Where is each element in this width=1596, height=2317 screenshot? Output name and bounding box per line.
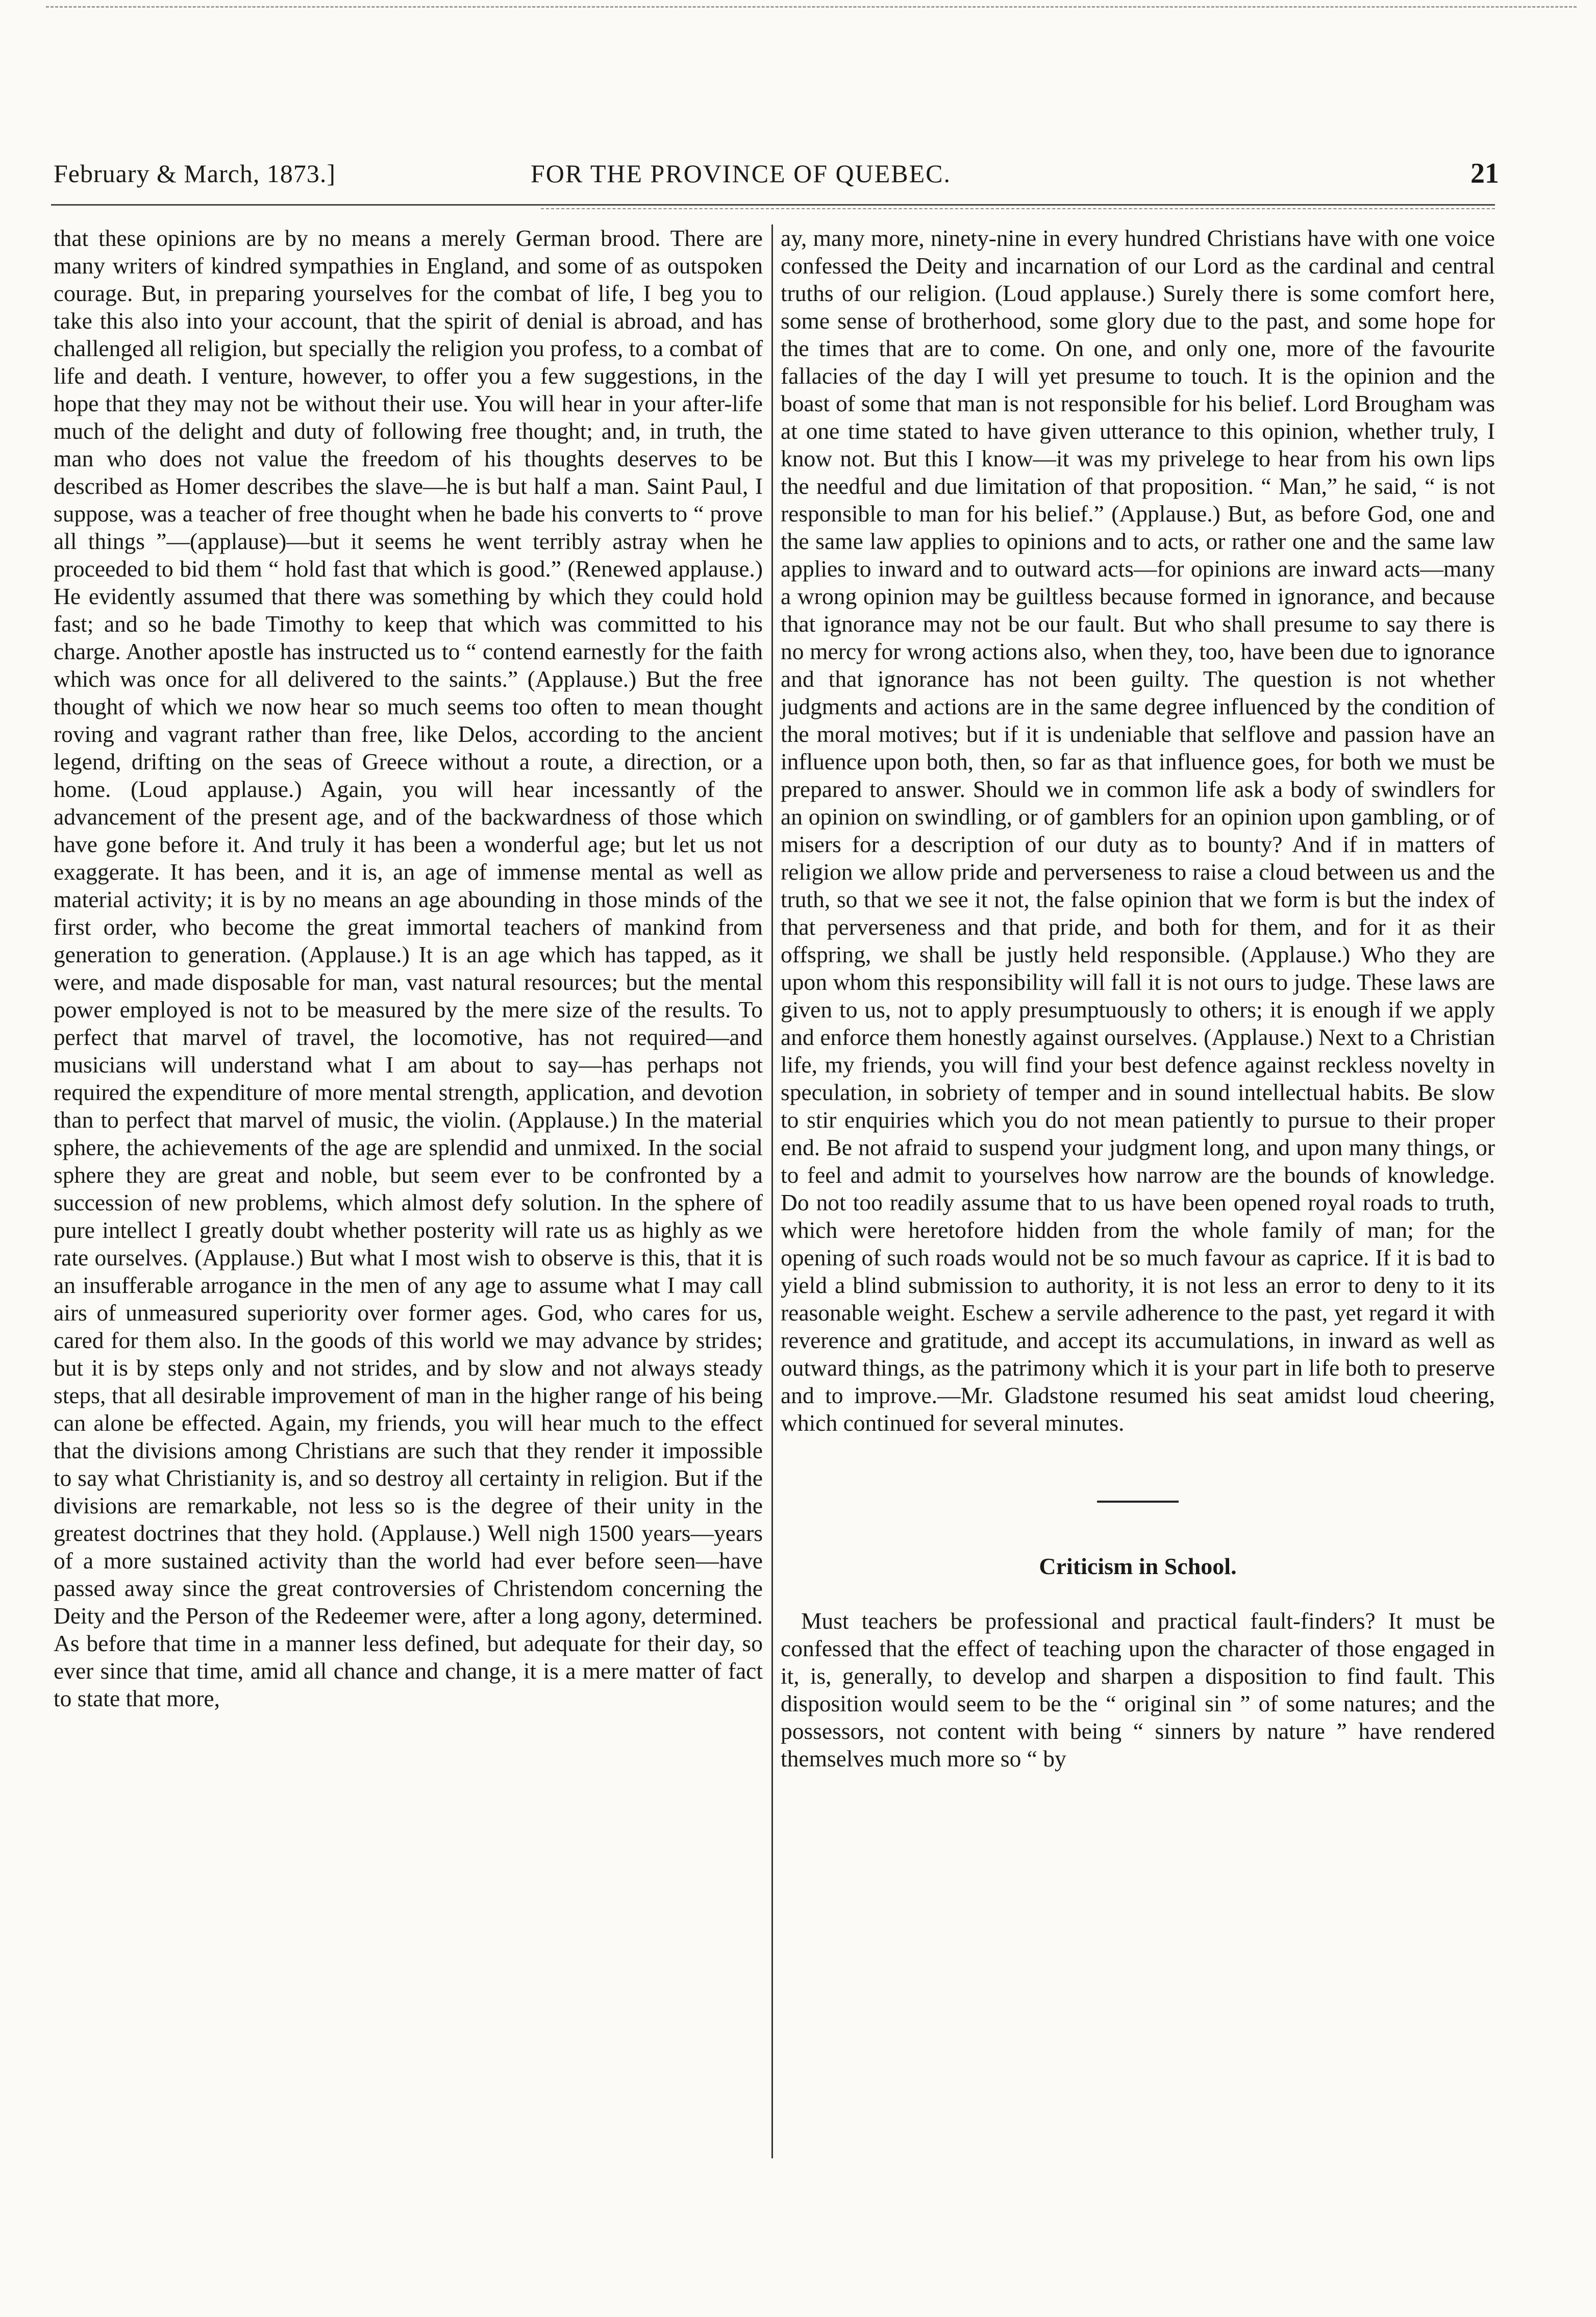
page-header — [0, 153, 1596, 194]
header-dashed-rule — [541, 208, 1495, 209]
column-divider — [771, 225, 773, 2158]
header-rule — [51, 204, 1495, 206]
top-dashed-rule — [46, 6, 1577, 8]
header-title: FOR THE PROVINCE OF QUEBEC. — [531, 159, 951, 188]
section-divider — [1097, 1501, 1179, 1503]
right-column-text: ay, many more, ninety-nine in every hundred Christians have with one voice confessed the Deity and incarnation of our Lord as the cardinal and central truths of our religion. (Loud applause.) Surely there is some comfort here, some sense of brotherhood, some glory due to the past, and some hope for the times that are to come. On one, and only one, more of the favourite fallacies of the day I will yet presume to touch. It is the opinion and the boast of some that man is not responsible for his belief. Lord Brougham was at one time stated to have given utterance to this opinion, whether truly, I know not. But this I know—it was my privelege to hear from his own lips the needful and due limitation of that proposition. “ Man,” he said, “ is not responsible to man for his belief.” (Applause.) But, as before God, one and the same law applies to opinions and to acts, or rather one and the same law applies to inward and to outward acts—for opinions are inward acts—many a wrong opinion may be guiltless because formed in ignorance, and because that ignorance may not be our fault. But who shall presume to say there is no mercy for wrong actions also, when they, too, have been due to ignorance and that ignorance has not been guilty. The question is not whether judgments and actions are in the same degree influenced by the condition of the moral motives; but if it is undeniable that selflove and passion have an influence upon both, then, so far as that influence goes, for both we must be prepared to answer. Should we in common life ask a body of swindlers for an opinion on swindling, or of gamblers for an opinion upon gambling, or of misers for a description of our duty as to bounty? And if in matters of religion we allow pride and perverseness to raise a cloud between us and the truth, so that we see it not, the false opinion that we form is but the index of that perverseness and that pride, and both for them, and for it as their offspring, we shall be justly held responsible. (Applause.) Who they are upon whom this responsibility will fall it is not ours to judge. These laws are given to us, not to apply presumptuously to others; it is enough if we apply and enforce them honestly against ourselves. (Applause.) Next to a Christian life, my friends, you will find your best defence against reckless novelty in speculation, in sobriety of temper and in sound intellectual habits. Be slow to stir enquiries which you do not mean patiently to pursue to their proper end. Be not afraid to suspend your judgment long, and upon many things, or to feel and admit to yourselves how narrow are the bounds of knowledge. Do not too readily assume that to us have been opened royal roads to truth, which were heretofore hidden from the whole family of man; for the opening of such roads would not be so much favour as caprice. If it is bad to yield a blind submission to authority, it is not less an error to deny to it its reasonable weight. Eschew a servile adherence to the past, yet regard it with reverence and gratitude, and accept its accumulations, in inward as well as outward things, as the patrimony which it is your part in life both to preserve and to improve.—Mr. Gladstone resumed his seat amidst loud cheering, which continued for several minutes. — [781, 225, 1495, 1436]
left-column — [54, 225, 763, 2179]
header-date: February & March, 1873.] — [54, 159, 336, 188]
section-title: Criticism in School. — [1039, 1553, 1237, 1579]
right-column — [781, 225, 1495, 2179]
page-number: 21 — [1470, 158, 1499, 189]
section-text: Must teachers be professional and practical fault-finders? It must be confessed that the effect of teaching upon the character of those engaged in it, is, generally, to develop and sharpen a disposition to find fault. This disposition would seem to be the “ original sin ” of some natures; and the possessors, not content with being “ sinners by nature ” have rendered themselves much more so “ by — [781, 1608, 1495, 1772]
left-column-text: that these opinions are by no means a merely German brood. There are many writers of kindred sympathies in England, and some of as outspoken courage. But, in preparing yourselves for the combat of life, I beg you to take this also into your account, that the spirit of denial is abroad, and has challenged all religion, but specially the religion you profess, to a combat of life and death. I venture, however, to offer you a few suggestions, in the hope that they may not be without their use. You will hear in your after-life much of the delight and duty of following free thought; and, in truth, the man who does not value the freedom of his thoughts deserves to be described as Homer describes the slave—he is but half a man. Saint Paul, I suppose, was a teacher of free thought when he bade his converts to “ prove all things ”—(applause)—but it seems he went terribly astray when he proceeded to bid them “ hold fast that which is good.” (Renewed applause.) He evidently assumed that there was something by which they could hold fast; and so he bade Timothy to keep that which was committed to his charge. Another apostle has instructed us to “ contend earnestly for the faith which was once for all delivered to the saints.” (Applause.) But the free thought of which we now hear so much seems too often to mean thought roving and vagrant rather than free, like Delos, according to the ancient legend, drifting on the seas of Greece without a route, a direction, or a home. (Loud applause.) Again, you will hear incessantly of the advancement of the present age, and of the backwardness of those which have gone before it. And truly it has been a wonderful age; but let us not exaggerate. It has been, and it is, an age of immense mental as well as material activity; it is by no means an age abounding in those minds of the first order, who become the great immortal teachers of mankind from generation to generation. (Applause.) It is an age which has tapped, as it were, and made disposable for man, vast natural resources; but the mental power employed is not to be measured by the mere size of the results. To perfect that marvel of travel, the locomotive, has not required—and musicians will understand what I am about to say—has perhaps not required the expenditure of more mental strength, application, and devotion than to perfect that marvel of music, the violin. (Applause.) In the material sphere, the achievements of the age are splendid and unmixed. In the social sphere they are great and noble, but seem ever to be confronted by a succession of new problems, which almost defy solution. In the sphere of pure intellect I greatly doubt whether posterity will rate us as highly as we rate ourselves. (Applause.) But what I most wish to observe is this, that it is an insufferable arrogance in the men of any age to assume what I may call airs of unmeasured superiority over former ages. God, who cares for us, cared for them also. In the goods of this world we may advance by strides; but it is by steps only and not strides, and by slow and not always steady steps, that all desirable improvement of man in the higher range of his being can alone be effected. Again, my friends, you will hear much to the effect that the divisions among Christians are such that they render it impossible to say what Christianity is, and so destroy all certainty in religion. But if the divisions are remarkable, not less so is the degree of their unity in the greatest doctrines that they hold. (Applause.) Well nigh 1500 years—years of a more sustained activity than the world had ever before seen—have passed away since the great controversies of Christendom concerning the Deity and the Person of the Redeemer were, after a long agony, determined. As before that time in a manner less defined, but adequate for their day, so ever since that time, amid all chance and change, it is a mere matter of fact to state that more, — [54, 225, 763, 1711]
